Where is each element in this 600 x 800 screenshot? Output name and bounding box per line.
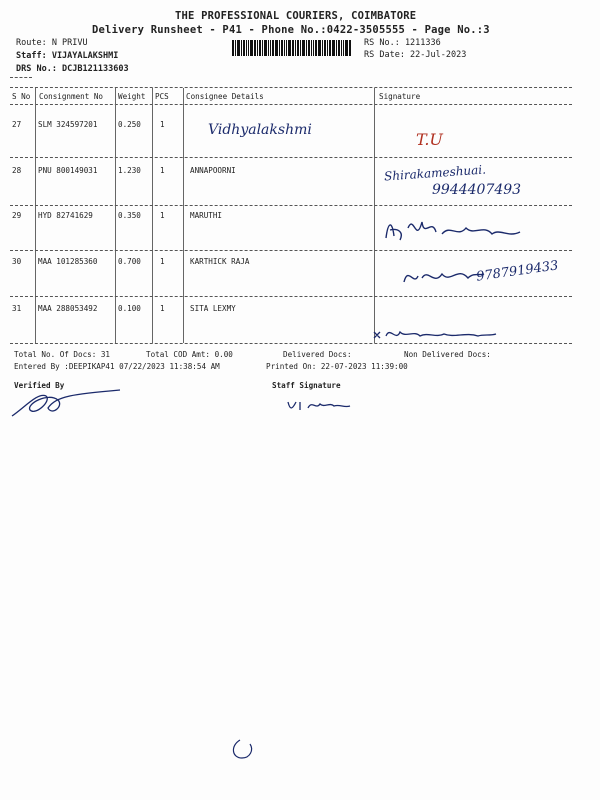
total-docs: Total No. Of Docs: 31: [14, 350, 111, 359]
row-30-consignee: KARTHICK RAJA: [190, 257, 250, 266]
row-28-sno: 28: [12, 166, 22, 175]
row-31-consignment: MAA 288053492: [38, 304, 98, 313]
printed-on: Printed On: 22-07-2023 11:39:00: [266, 362, 408, 371]
route-label: Route: N PRIVU: [16, 38, 88, 48]
table-bottom-rule: [10, 343, 572, 344]
row-27-handwritten-name: Vidhyalakshmi: [208, 122, 312, 138]
row-30-consignment: MAA 101285360: [38, 257, 98, 266]
entered-by: Entered By :DEEPIKAP41 07/22/2023 11:38:54 AM: [14, 362, 220, 371]
row-28-pcs: 1: [160, 166, 165, 175]
row-30-handwritten-phone: 9787919433: [475, 258, 560, 285]
row-29-sno: 29: [12, 211, 22, 220]
row-31-sno: 31: [12, 304, 22, 313]
row-29-signature-scribble: [380, 208, 530, 250]
row-27-pcs: 1: [160, 120, 165, 129]
row-29-consignment: HYD 82741629: [38, 211, 93, 220]
row-28-handwritten-signature: Shirakameshuai.: [383, 162, 487, 184]
col-consignee: Consignee Details: [186, 92, 264, 101]
row-27-sno: 27: [12, 120, 22, 129]
row-30-signature-scribble: [398, 256, 488, 292]
staff-signature-label: Staff Signature: [272, 381, 341, 390]
row-30-sno: 30: [12, 257, 22, 266]
table-top-rule: [10, 87, 572, 88]
company-title: THE PROFESSIONAL COURIERS, COIMBATORE: [175, 10, 417, 22]
staff-label: Staff: VIJAYALAKSHMI: [16, 51, 119, 61]
staff-signature-scribble: [284, 394, 354, 414]
runsheet-title: Delivery Runsheet - P41 - Phone No.:0422-3505555 - Page No.:3: [92, 24, 490, 36]
rs-date: RS Date: 22-Jul-2023: [364, 50, 467, 60]
total-cod: Total COD Amt: 0.00: [146, 350, 233, 359]
row-28-consignment: PNU 800149031: [38, 166, 98, 175]
rs-no: RS No.: 1211336: [364, 38, 441, 48]
verified-by-signature: [8, 386, 123, 422]
header-rule: [10, 104, 572, 105]
row-29-consignee: MARUTHI: [190, 211, 223, 220]
col-divider: [35, 88, 36, 343]
row-27-weight: 0.250: [118, 120, 141, 129]
stray-pen-mark: [228, 736, 258, 762]
col-pcs: PCS: [155, 92, 169, 101]
col-divider: [115, 88, 116, 343]
row-27-consignment: SLM 324597201: [38, 120, 98, 129]
verified-by-label: Verified By: [14, 381, 65, 390]
row-31-weight: 0.100: [118, 304, 141, 313]
barcode-image: [232, 40, 360, 56]
row-28-weight: 1.230: [118, 166, 141, 175]
row-28-handwritten-phone: 9944407493: [432, 182, 522, 198]
row-31-consignee: SITA LEXMY: [190, 304, 236, 313]
row-29-weight: 0.350: [118, 211, 141, 220]
row-31-signature-scribble: [370, 322, 500, 344]
row-28-consignee: ANNAPOORNI: [190, 166, 236, 175]
col-divider: [374, 88, 375, 343]
non-delivered-docs: Non Delivered Docs:: [404, 350, 491, 359]
col-signature: Signature: [379, 92, 421, 101]
col-divider: [152, 88, 153, 343]
col-weight: Weight: [118, 92, 146, 101]
row-rule: [10, 157, 572, 158]
col-consignment: Consignment No: [39, 92, 104, 101]
col-sno: S No: [12, 92, 31, 101]
row-29-pcs: 1: [160, 211, 165, 220]
row-rule: [10, 296, 572, 297]
row-31-pcs: 1: [160, 304, 165, 313]
row-30-weight: 0.700: [118, 257, 141, 266]
dash-mark: [10, 77, 32, 78]
col-divider: [183, 88, 184, 343]
delivered-docs: Delivered Docs:: [283, 350, 352, 359]
row-30-pcs: 1: [160, 257, 165, 266]
row-rule: [10, 205, 572, 206]
row-27-signature: T.U: [416, 130, 443, 149]
drs-label: DRS No.: DCJB121133603: [16, 64, 129, 74]
row-rule: [10, 250, 572, 251]
